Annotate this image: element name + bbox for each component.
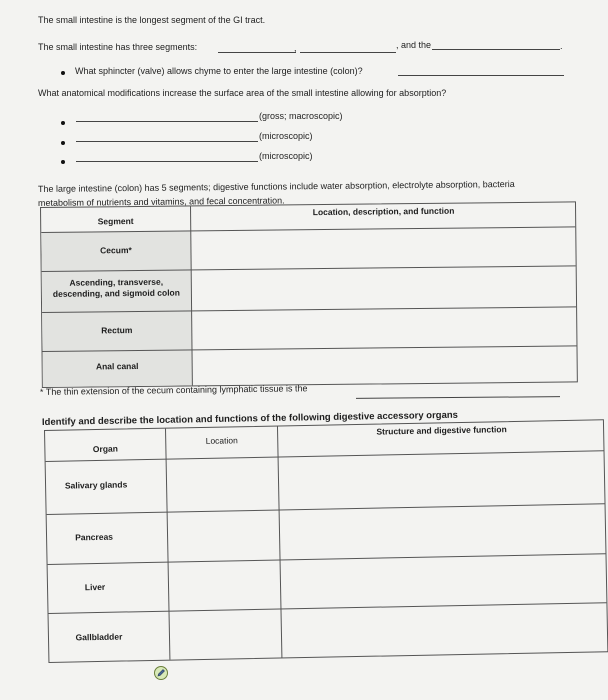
- accessory-organs-table: [44, 419, 608, 663]
- header-segment: Segment: [97, 216, 134, 227]
- segment-anal-canal: Anal canal: [95, 360, 139, 372]
- organ-liver: Liver: [84, 581, 106, 593]
- modification-1-blank[interactable]: [76, 121, 258, 122]
- rectum-answer-cell[interactable]: [192, 307, 576, 349]
- large-intestine-table: [40, 201, 578, 388]
- header-organ: Organ: [92, 443, 118, 455]
- modification-1-note: (gross; macroscopic): [259, 111, 343, 121]
- and-the-label: , and the: [396, 40, 432, 50]
- segment-colon-line2: descending, and sigmoid colon: [52, 287, 180, 299]
- segment-rectum: Rectum: [101, 325, 133, 336]
- large-intestine-intro-line1: The large intestine (colon) has 5 segments; digestive functions include water absorption, electrolyte absorption, bacteria: [37, 179, 515, 194]
- cecum-footnote: * The thin extension of the cecum containing lymphatic tissue is the: [39, 383, 308, 397]
- segment-3-blank[interactable]: [432, 49, 560, 50]
- segment-1-blank[interactable]: [218, 52, 296, 53]
- modification-3-blank[interactable]: [76, 161, 258, 162]
- organ-salivary-glands: Salivary glands: [64, 479, 128, 491]
- intro-longest-text: The small intestine is the longest segment of the GI tract.: [38, 15, 266, 25]
- gallbladder-function-cell[interactable]: [281, 603, 607, 657]
- bullet-dot: [61, 121, 65, 125]
- sphincter-answer-blank[interactable]: [398, 75, 564, 76]
- pancreas-function-cell[interactable]: [280, 504, 606, 559]
- segment-cecum: Cecum*: [100, 245, 132, 256]
- sphincter-question: What sphincter (valve) allows chyme to enter the large intestine (colon)?: [75, 66, 363, 76]
- organ-pancreas: Pancreas: [75, 531, 114, 543]
- salivary-function-cell[interactable]: [279, 451, 605, 509]
- liver-function-cell[interactable]: [281, 554, 607, 608]
- salivary-location-cell[interactable]: [167, 458, 279, 512]
- header-structure-function: Structure and digestive function: [376, 424, 507, 437]
- segment-2-blank[interactable]: [300, 52, 396, 53]
- gallbladder-location-cell[interactable]: [170, 609, 282, 659]
- comma-separator: ,: [294, 43, 297, 53]
- modification-3-note: (microscopic): [259, 151, 313, 161]
- header-location: Location: [205, 435, 238, 446]
- segment-colon-line1: Ascending, transverse,: [69, 276, 164, 288]
- bullet-dot: [61, 160, 65, 164]
- header-location-description-function: Location, description, and function: [312, 205, 455, 218]
- modification-2-blank[interactable]: [76, 141, 258, 142]
- cecum-answer-cell[interactable]: [191, 227, 575, 269]
- bullet-dot: [61, 71, 65, 75]
- footnote-answer-blank[interactable]: [356, 396, 560, 399]
- pancreas-location-cell[interactable]: [168, 511, 280, 562]
- accessory-organs-title: Identify and describe the location and functions of the following digestive accessory organs: [41, 409, 459, 428]
- large-intestine-intro-line2: metabolism of nutrients and vitamins, and fecal concentration.: [37, 195, 285, 208]
- modifications-question: What anatomical modifications increase the surface area of the small intestine allowing for absorption?: [38, 88, 447, 98]
- colon-answer-cell[interactable]: [192, 266, 576, 310]
- bullet-dot: [61, 141, 65, 145]
- pencil-icon[interactable]: [154, 666, 168, 680]
- liver-location-cell[interactable]: [169, 561, 281, 611]
- anal-canal-answer-cell[interactable]: [193, 346, 577, 385]
- segments-prompt: The small intestine has three segments:: [38, 42, 198, 52]
- period-mark: .: [560, 41, 563, 51]
- organ-gallbladder: Gallbladder: [75, 631, 123, 643]
- modification-2-note: (microscopic): [259, 131, 313, 141]
